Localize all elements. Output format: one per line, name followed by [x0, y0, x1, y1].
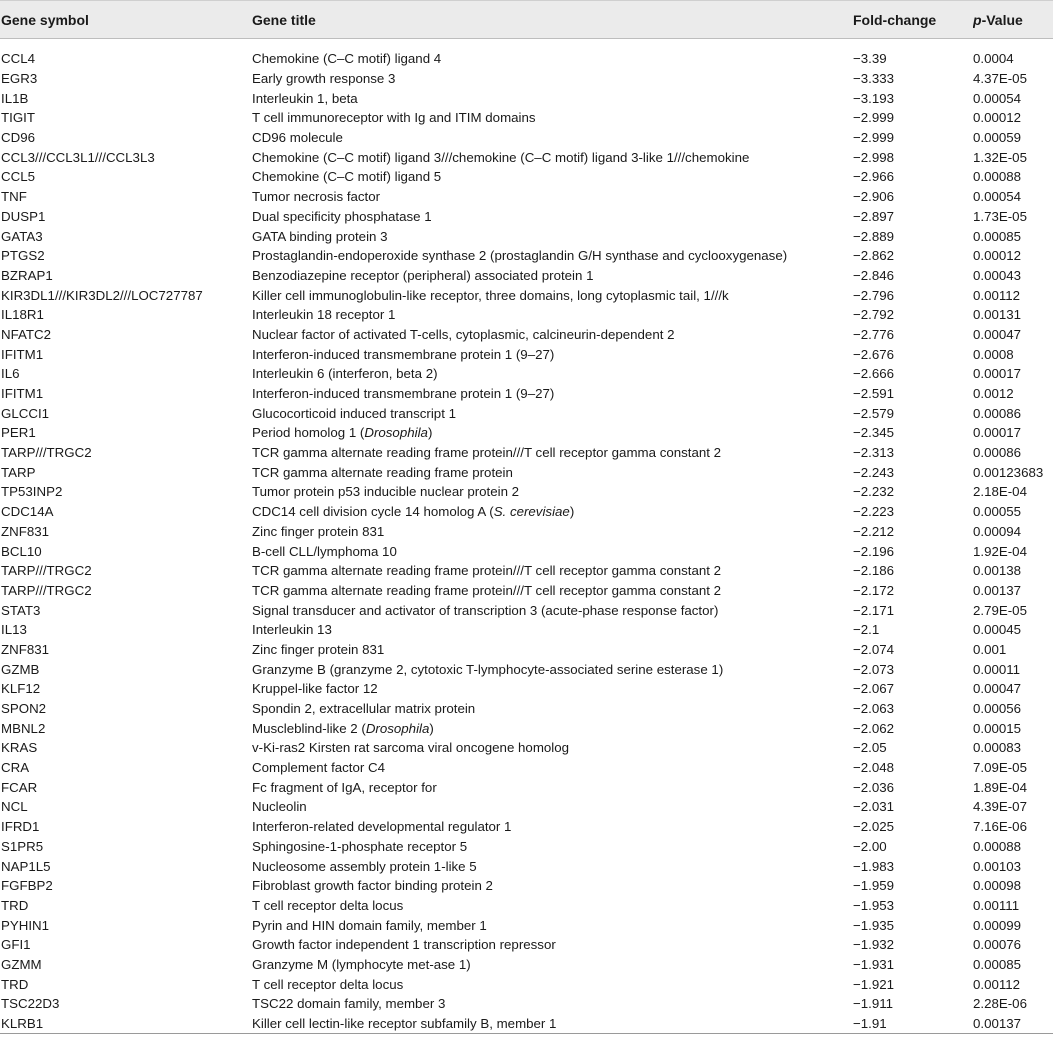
table-row	[0, 167, 1053, 187]
cell-gene-symbol: PTGS2	[1, 248, 45, 264]
cell-p-value: 0.00012	[973, 110, 1022, 126]
cell-fold-change: −2.792	[853, 307, 895, 323]
cell-fold-change: −2.00	[853, 838, 887, 854]
header-p-value	[973, 12, 1053, 28]
cell-fold-change: −2.906	[853, 189, 895, 205]
table-row	[0, 502, 1053, 522]
table-row	[0, 935, 1053, 955]
cell-gene-title: T cell receptor delta locus	[252, 976, 404, 992]
cell-gene-symbol: NCL	[1, 799, 28, 815]
cell-p-value: 0.001	[973, 641, 1007, 657]
cell-fold-change: −2.074	[853, 641, 895, 657]
cell-gene-title: Pyrin and HIN domain family, member 1	[252, 917, 487, 933]
cell-gene-title: TCR gamma alternate reading frame protein///T cell receptor gamma constant 2	[252, 563, 722, 579]
cell-p-value: 7.09E-05	[973, 760, 1027, 776]
cell-fold-change: −2.232	[853, 484, 895, 500]
cell-gene-title: Granzyme B (granzyme 2, cytotoxic T-lymphocyte-associated serine esterase 1)	[252, 661, 724, 677]
table-row	[0, 817, 1053, 837]
cell-p-value: 0.00086	[973, 405, 1022, 421]
cell-fold-change: −2.212	[853, 523, 895, 539]
cell-gene-title: Chemokine (C–C motif) ligand 4	[252, 51, 442, 67]
cell-p-value: 0.00138	[973, 563, 1022, 579]
cell-gene-title: Interleukin 13	[252, 622, 332, 638]
cell-fold-change: −2.897	[853, 208, 895, 224]
table-row	[0, 777, 1053, 797]
cell-gene-title: Complement factor C4	[252, 760, 386, 776]
table-row	[0, 797, 1053, 817]
table-row	[0, 108, 1053, 128]
cell-gene-title: Nucleosome assembly protein 1-like 5	[252, 858, 477, 874]
cell-gene-title: Signal transducer and activator of transcription 3 (acute-phase response factor)	[252, 602, 719, 618]
cell-gene-title: TCR gamma alternate reading frame protein///T cell receptor gamma constant 2	[252, 582, 722, 598]
cell-p-value: 0.0004	[973, 51, 1014, 67]
cell-p-value: 2.18E-04	[973, 484, 1027, 500]
cell-fold-change: −2.998	[853, 149, 895, 165]
cell-gene-symbol: S1PR5	[1, 838, 44, 854]
cell-fold-change: −1.921	[853, 976, 895, 992]
cell-gene-symbol: TSC22D3	[1, 996, 60, 1012]
cell-fold-change: −2.666	[853, 366, 895, 382]
table-row	[0, 325, 1053, 345]
table-row	[0, 482, 1053, 502]
cell-gene-title: Nuclear factor of activated T-cells, cytoplasmic, calcineurin-dependent 2	[252, 326, 675, 342]
cell-p-value: 0.00083	[973, 740, 1022, 756]
cell-gene-title: Chemokine (C–C motif) ligand 5	[252, 169, 442, 185]
cell-gene-symbol: CD96	[1, 130, 35, 146]
header-gene-symbol: Gene symbol	[1, 11, 89, 28]
cell-gene-symbol: PER1	[1, 425, 36, 441]
cell-p-value: 0.00054	[973, 189, 1022, 205]
cell-fold-change: −2.196	[853, 543, 895, 559]
table-row	[0, 837, 1053, 857]
table-row	[0, 994, 1053, 1014]
table-row	[0, 88, 1053, 108]
cell-p-value: 4.39E-07	[973, 799, 1027, 815]
cell-gene-symbol: CDC14A	[1, 504, 54, 520]
cell-gene-symbol: GZMB	[1, 661, 40, 677]
cell-p-value: 0.00011	[973, 661, 1021, 677]
table-row	[0, 600, 1053, 620]
cell-p-value: 1.89E-04	[973, 779, 1027, 795]
cell-p-value: 0.00056	[973, 701, 1022, 717]
cell-fold-change: −1.91	[853, 1016, 887, 1032]
cell-fold-change: −2.999	[853, 130, 895, 146]
cell-p-value: 0.00055	[973, 504, 1022, 520]
table-row	[0, 955, 1053, 975]
cell-gene-title: Fibroblast growth factor binding protein 2	[252, 878, 493, 894]
cell-gene-title: Growth factor independent 1 transcription repressor	[252, 937, 556, 953]
cell-p-value: 0.00137	[973, 1016, 1022, 1032]
cell-gene-symbol: ZNF831	[1, 641, 50, 657]
cell-gene-symbol: IL1B	[1, 90, 29, 106]
cell-p-value: 0.00088	[973, 169, 1022, 185]
cell-p-value: 0.00086	[973, 445, 1022, 461]
cell-gene-symbol: IFITM1	[1, 346, 44, 362]
cell-gene-title: Early growth response 3	[252, 71, 396, 87]
cell-p-value: 0.00047	[973, 681, 1022, 697]
cell-fold-change: −3.193	[853, 90, 895, 106]
cell-p-value: 0.00045	[973, 622, 1022, 638]
cell-p-value: 0.00054	[973, 90, 1022, 106]
cell-gene-symbol: TARP///TRGC2	[1, 445, 92, 461]
header-p-italic: p	[973, 11, 982, 28]
header-fold-change: Fold-change	[853, 11, 937, 28]
cell-fold-change: −2.067	[853, 681, 895, 697]
cell-gene-symbol: TIGIT	[1, 110, 35, 126]
cell-gene-title: Killer cell immunoglobulin-like receptor, three domains, long cytoplasmic tail, 1///k	[252, 287, 729, 303]
table-row	[0, 207, 1053, 227]
cell-p-value: 0.00111	[973, 897, 1020, 913]
cell-fold-change: −1.959	[853, 878, 895, 894]
cell-p-value: 0.00099	[973, 917, 1022, 933]
cell-gene-symbol: TNF	[1, 189, 27, 205]
cell-gene-title: Benzodiazepine receptor (peripheral) associated protein 1	[252, 267, 594, 283]
cell-p-value: 0.0012	[973, 386, 1014, 402]
cell-fold-change: −1.935	[853, 917, 895, 933]
table-body	[0, 39, 1053, 1034]
cell-gene-symbol: FGFBP2	[1, 878, 53, 894]
cell-fold-change: −2.036	[853, 779, 895, 795]
cell-fold-change: −2.171	[853, 602, 895, 618]
cell-gene-symbol: TRD	[1, 976, 29, 992]
cell-gene-title: CDC14 cell division cycle 14 homolog A (S. cerevisiae)	[252, 504, 575, 520]
table-row	[0, 738, 1053, 758]
cell-gene-title: Killer cell lectin-like receptor subfamily B, member 1	[252, 1016, 557, 1032]
cell-fold-change: −2.031	[853, 799, 895, 815]
cell-fold-change: −2.05	[853, 740, 887, 756]
cell-gene-title: Interleukin 18 receptor 1	[252, 307, 396, 323]
table-row	[0, 364, 1053, 384]
table-row	[0, 443, 1053, 463]
cell-gene-title: Tumor protein p53 inducible nuclear protein 2	[252, 484, 520, 500]
cell-gene-symbol: IFITM1	[1, 386, 44, 402]
cell-gene-title: Kruppel-like factor 12	[252, 681, 378, 697]
table-row	[0, 1014, 1053, 1034]
cell-gene-symbol: STAT3	[1, 602, 41, 618]
cell-p-value: 4.37E-05	[973, 71, 1027, 87]
cell-gene-title: Zinc finger protein 831	[252, 523, 385, 539]
cell-gene-title: Zinc finger protein 831	[252, 641, 385, 657]
cell-fold-change: −2.025	[853, 819, 895, 835]
cell-gene-symbol: KLRB1	[1, 1016, 44, 1032]
cell-gene-symbol: EGR3	[1, 71, 38, 87]
cell-gene-title: Period homolog 1 (Drosophila)	[252, 425, 433, 441]
cell-gene-symbol: GATA3	[1, 228, 43, 244]
cell-gene-symbol: TP53INP2	[1, 484, 63, 500]
cell-fold-change: −2.846	[853, 267, 895, 283]
cell-gene-title: Interferon-induced transmembrane protein 1 (9–27)	[252, 346, 555, 362]
table-row	[0, 147, 1053, 167]
cell-p-value: 2.79E-05	[973, 602, 1027, 618]
cell-gene-title: Interleukin 1, beta	[252, 90, 358, 106]
cell-gene-symbol: CCL5	[1, 169, 35, 185]
cell-fold-change: −3.333	[853, 71, 895, 87]
cell-fold-change: −2.048	[853, 760, 895, 776]
cell-p-value: 0.00012	[973, 248, 1022, 264]
cell-gene-symbol: NFATC2	[1, 326, 51, 342]
cell-gene-symbol: TARP	[1, 464, 36, 480]
table-row	[0, 285, 1053, 305]
cell-p-value: 0.00059	[973, 130, 1022, 146]
cell-gene-symbol: GFI1	[1, 937, 31, 953]
cell-p-value: 0.00131	[973, 307, 1022, 323]
cell-p-value: 0.00085	[973, 956, 1022, 972]
table-row	[0, 522, 1053, 542]
cell-fold-change: −2.966	[853, 169, 895, 185]
cell-fold-change: −2.313	[853, 445, 895, 461]
cell-fold-change: −2.186	[853, 563, 895, 579]
cell-gene-title: Interferon-induced transmembrane protein 1 (9–27)	[252, 386, 555, 402]
cell-gene-symbol: ZNF831	[1, 523, 50, 539]
cell-fold-change: −2.999	[853, 110, 895, 126]
cell-gene-title: TCR gamma alternate reading frame protein///T cell receptor gamma constant 2	[252, 445, 722, 461]
table-row	[0, 462, 1053, 482]
cell-gene-symbol: KLF12	[1, 681, 41, 697]
cell-gene-title: B-cell CLL/lymphoma 10	[252, 543, 397, 559]
cell-gene-title: Muscleblind-like 2 (Drosophila)	[252, 720, 434, 736]
cell-gene-title: TSC22 domain family, member 3	[252, 996, 446, 1012]
table-row	[0, 423, 1053, 443]
cell-p-value: 1.73E-05	[973, 208, 1027, 224]
cell-fold-change: −2.889	[853, 228, 895, 244]
cell-gene-title: Chemokine (C–C motif) ligand 3///chemokine (C–C motif) ligand 3-like 1///chemokine	[252, 149, 750, 165]
cell-gene-title: Sphingosine-1-phosphate receptor 5	[252, 838, 468, 854]
cell-fold-change: −1.931	[853, 956, 895, 972]
table-row	[0, 187, 1053, 207]
cell-gene-title: Glucocorticoid induced transcript 1	[252, 405, 456, 421]
table-row	[0, 384, 1053, 404]
cell-gene-title: GATA binding protein 3	[252, 228, 388, 244]
header-gene-title: Gene title	[252, 11, 316, 28]
cell-fold-change: −2.172	[853, 582, 895, 598]
cell-gene-title: T cell receptor delta locus	[252, 897, 404, 913]
cell-fold-change: −2.062	[853, 720, 895, 736]
table-row	[0, 266, 1053, 286]
cell-gene-symbol: MBNL2	[1, 720, 46, 736]
cell-p-value: 0.00137	[973, 582, 1022, 598]
cell-gene-title: Spondin 2, extracellular matrix protein	[252, 701, 476, 717]
cell-p-value: 0.00103	[973, 858, 1022, 874]
cell-fold-change: −3.39	[853, 51, 887, 67]
table-row	[0, 896, 1053, 916]
cell-fold-change: −2.345	[853, 425, 895, 441]
cell-gene-title: Interleukin 6 (interferon, beta 2)	[252, 366, 438, 382]
table-row	[0, 640, 1053, 660]
cell-gene-symbol: KIR3DL1///KIR3DL2///LOC727787	[1, 287, 203, 303]
cell-gene-symbol: KRAS	[1, 740, 38, 756]
table-row	[0, 758, 1053, 778]
cell-p-value: 0.00088	[973, 838, 1022, 854]
table-row	[0, 305, 1053, 325]
table-row	[0, 561, 1053, 581]
cell-fold-change: −1.932	[853, 937, 895, 953]
cell-p-value: 0.00098	[973, 878, 1022, 894]
cell-fold-change: −2.063	[853, 701, 895, 717]
table-row	[0, 659, 1053, 679]
cell-gene-symbol: CRA	[1, 760, 30, 776]
table-row	[0, 876, 1053, 896]
cell-gene-title: Fc fragment of IgA, receptor for	[252, 779, 437, 795]
cell-p-value: 0.00123683	[973, 464, 1044, 480]
cell-gene-title: Prostaglandin-endoperoxide synthase 2 (prostaglandin G/H synthase and cyclooxygenase)	[252, 248, 788, 264]
cell-gene-title: Granzyme M (lymphocyte met-ase 1)	[252, 956, 471, 972]
table-row	[0, 974, 1053, 994]
cell-gene-symbol: DUSP1	[1, 208, 46, 224]
cell-gene-symbol: TARP///TRGC2	[1, 563, 92, 579]
table-row	[0, 403, 1053, 423]
cell-p-value: 1.92E-04	[973, 543, 1027, 559]
header-p-rest: -Value	[981, 11, 1023, 28]
cell-p-value: 0.00047	[973, 326, 1022, 342]
table-row	[0, 581, 1053, 601]
cell-gene-symbol: BZRAP1	[1, 267, 53, 283]
table-row	[0, 915, 1053, 935]
cell-fold-change: −2.776	[853, 326, 895, 342]
cell-gene-title: v-Ki-ras2 Kirsten rat sarcoma viral oncogene homolog	[252, 740, 570, 756]
cell-p-value: 0.00112	[973, 976, 1021, 992]
cell-gene-symbol: IL13	[1, 622, 27, 638]
table-row	[0, 49, 1053, 69]
table-row	[0, 620, 1053, 640]
cell-fold-change: −2.243	[853, 464, 895, 480]
table-row	[0, 246, 1053, 266]
cell-p-value: 0.0008	[973, 346, 1014, 362]
cell-fold-change: −2.591	[853, 386, 895, 402]
cell-fold-change: −1.983	[853, 858, 895, 874]
cell-gene-symbol: CCL3///CCL3L1///CCL3L3	[1, 149, 155, 165]
cell-p-value: 0.00043	[973, 267, 1022, 283]
cell-gene-symbol: CCL4	[1, 51, 35, 67]
cell-gene-symbol: GZMM	[1, 956, 42, 972]
cell-gene-symbol: IFRD1	[1, 819, 40, 835]
cell-fold-change: −2.862	[853, 248, 895, 264]
cell-gene-symbol: NAP1L5	[1, 858, 51, 874]
cell-fold-change: −1.911	[853, 996, 894, 1012]
cell-p-value: 2.28E-06	[973, 996, 1027, 1012]
cell-gene-symbol: PYHIN1	[1, 917, 50, 933]
cell-fold-change: −2.223	[853, 504, 895, 520]
cell-gene-symbol: SPON2	[1, 701, 47, 717]
cell-p-value: 0.00076	[973, 937, 1022, 953]
cell-gene-title: T cell immunoreceptor with Ig and ITIM domains	[252, 110, 536, 126]
table-row	[0, 541, 1053, 561]
table-header	[0, 0, 1053, 39]
cell-p-value: 0.00017	[973, 366, 1022, 382]
cell-gene-symbol: IL18R1	[1, 307, 44, 323]
cell-fold-change: −2.676	[853, 346, 895, 362]
cell-gene-title: Tumor necrosis factor	[252, 189, 381, 205]
cell-gene-symbol: FCAR	[1, 779, 38, 795]
cell-fold-change: −2.073	[853, 661, 895, 677]
cell-p-value: 1.32E-05	[973, 149, 1027, 165]
cell-p-value: 0.00112	[973, 287, 1021, 303]
table-row	[0, 344, 1053, 364]
cell-fold-change: −1.953	[853, 897, 895, 913]
table-row	[0, 679, 1053, 699]
cell-gene-symbol: GLCCI1	[1, 405, 50, 421]
cell-gene-symbol: BCL10	[1, 543, 42, 559]
cell-gene-title: TCR gamma alternate reading frame protein	[252, 464, 513, 480]
table-row	[0, 856, 1053, 876]
cell-gene-symbol: TARP///TRGC2	[1, 582, 92, 598]
cell-gene-symbol: IL6	[1, 366, 20, 382]
cell-gene-title: Interferon-related developmental regulator 1	[252, 819, 512, 835]
cell-fold-change: −2.579	[853, 405, 895, 421]
cell-fold-change: −2.1	[853, 622, 880, 638]
cell-gene-title: Nucleolin	[252, 799, 307, 815]
cell-p-value: 0.00085	[973, 228, 1022, 244]
cell-p-value: 0.00017	[973, 425, 1022, 441]
cell-fold-change: −2.796	[853, 287, 895, 303]
cell-p-value: 0.00015	[973, 720, 1022, 736]
table-row	[0, 718, 1053, 738]
table-row	[0, 699, 1053, 719]
table-row	[0, 128, 1053, 148]
cell-gene-title: Dual specificity phosphatase 1	[252, 208, 432, 224]
cell-p-value: 0.00094	[973, 523, 1022, 539]
cell-gene-title: CD96 molecule	[252, 130, 343, 146]
table-row	[0, 226, 1053, 246]
cell-p-value: 7.16E-06	[973, 819, 1027, 835]
cell-gene-symbol: TRD	[1, 897, 29, 913]
table-row	[0, 69, 1053, 89]
